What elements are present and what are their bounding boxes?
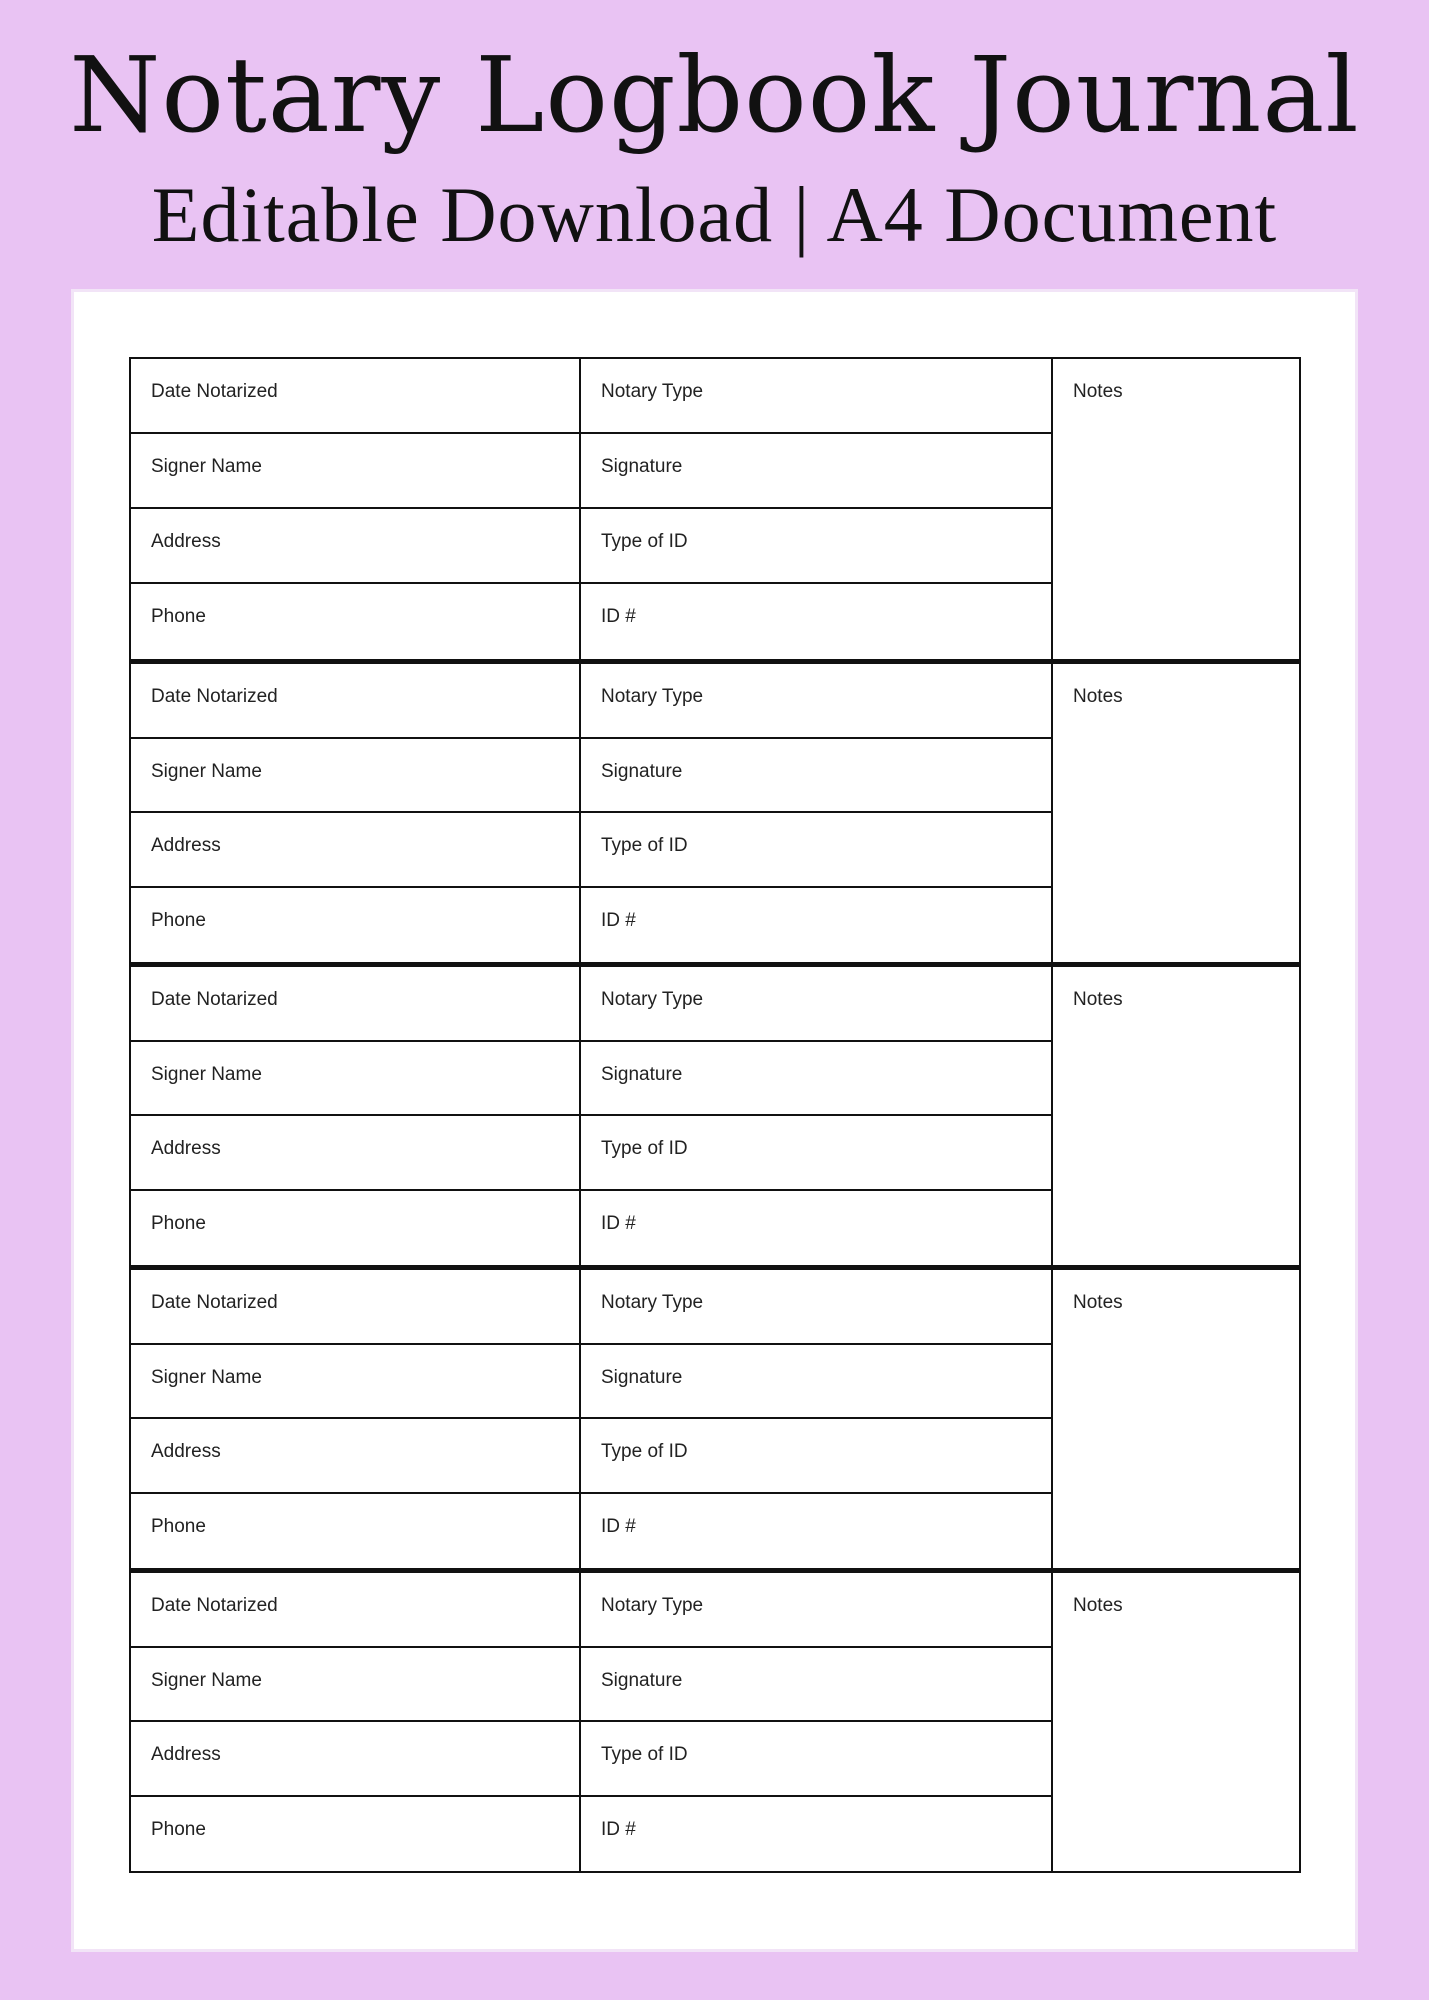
date-notarized-field[interactable]: Date Notarized: [131, 1573, 581, 1648]
id-type-field[interactable]: Type of ID: [581, 1116, 1053, 1191]
notary-type-field[interactable]: Notary Type: [581, 664, 1053, 739]
notes-field[interactable]: Notes: [1073, 381, 1123, 402]
address-field[interactable]: Address: [131, 1116, 581, 1191]
notes-field[interactable]: Notes: [1073, 1595, 1123, 1616]
log-entry: [129, 1266, 1301, 1570]
signer-name-field[interactable]: Signer Name: [131, 434, 581, 509]
signature-field[interactable]: Signature: [581, 434, 1053, 509]
log-entries: [129, 357, 1301, 1873]
address-field[interactable]: Address: [131, 1419, 581, 1494]
signature-field[interactable]: Signature: [581, 1042, 1053, 1117]
id-number-field[interactable]: ID #: [581, 888, 1053, 963]
date-notarized-field[interactable]: Date Notarized: [131, 359, 581, 434]
address-field[interactable]: Address: [131, 509, 581, 584]
logbook-sheet: [74, 292, 1355, 1949]
id-number-field[interactable]: ID #: [581, 584, 1053, 659]
id-type-field[interactable]: Type of ID: [581, 1722, 1053, 1797]
signature-field[interactable]: Signature: [581, 739, 1053, 814]
id-type-field[interactable]: Type of ID: [581, 509, 1053, 584]
id-number-field[interactable]: ID #: [581, 1494, 1053, 1569]
notes-field[interactable]: Notes: [1073, 989, 1123, 1010]
id-type-field[interactable]: Type of ID: [581, 1419, 1053, 1494]
notary-type-field[interactable]: Notary Type: [581, 1270, 1053, 1345]
notes-field[interactable]: Notes: [1073, 1292, 1123, 1313]
phone-field[interactable]: Phone: [131, 1494, 581, 1569]
log-entry: [129, 660, 1301, 964]
phone-field[interactable]: Phone: [131, 1191, 581, 1266]
signer-name-field[interactable]: Signer Name: [131, 739, 581, 814]
notes-field[interactable]: Notes: [1073, 686, 1123, 707]
date-notarized-field[interactable]: Date Notarized: [131, 1270, 581, 1345]
notary-type-field[interactable]: Notary Type: [581, 1573, 1053, 1648]
notary-type-field[interactable]: Notary Type: [581, 967, 1053, 1042]
signer-name-field[interactable]: Signer Name: [131, 1042, 581, 1117]
date-notarized-field[interactable]: Date Notarized: [131, 967, 581, 1042]
id-type-field[interactable]: Type of ID: [581, 813, 1053, 888]
id-number-field[interactable]: ID #: [581, 1191, 1053, 1266]
notary-type-field[interactable]: Notary Type: [581, 359, 1053, 434]
signer-name-field[interactable]: Signer Name: [131, 1345, 581, 1420]
page-title: Notary Logbook Journal: [69, 34, 1360, 156]
phone-field[interactable]: Phone: [131, 888, 581, 963]
log-entry: [129, 357, 1301, 661]
phone-field[interactable]: Phone: [131, 1797, 581, 1872]
signature-field[interactable]: Signature: [581, 1648, 1053, 1723]
address-field[interactable]: Address: [131, 813, 581, 888]
log-entry: [129, 963, 1301, 1267]
page-subtitle: Editable Download | A4 Document: [151, 171, 1278, 258]
signer-name-field[interactable]: Signer Name: [131, 1648, 581, 1723]
log-entry: [129, 1569, 1301, 1873]
phone-field[interactable]: Phone: [131, 584, 581, 659]
signature-field[interactable]: Signature: [581, 1345, 1053, 1420]
date-notarized-field[interactable]: Date Notarized: [131, 664, 581, 739]
address-field[interactable]: Address: [131, 1722, 581, 1797]
id-number-field[interactable]: ID #: [581, 1797, 1053, 1872]
